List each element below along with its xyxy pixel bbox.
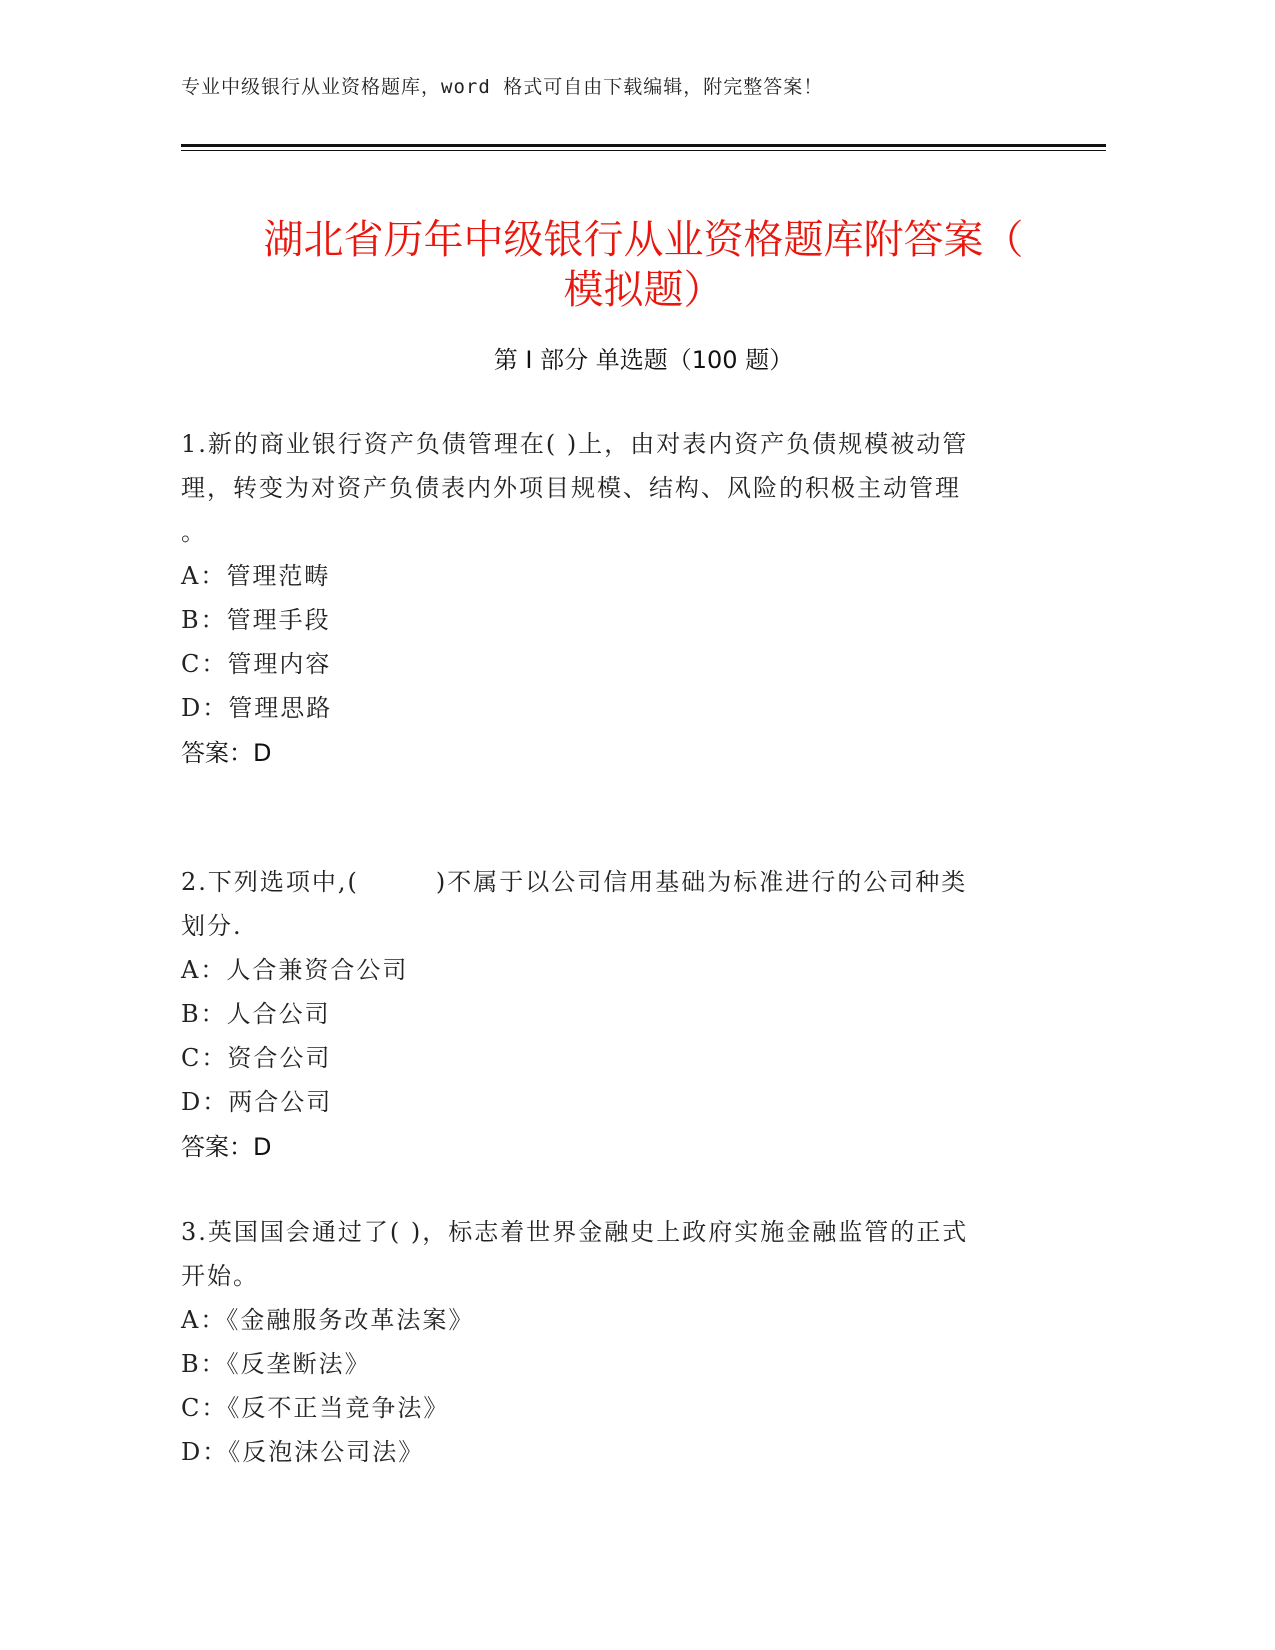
option-b: B：《反垄断法》 — [181, 1350, 371, 1378]
page-header: 专业中级银行从业资格题库，word 格式可自由下载编辑，附完整答案！ — [181, 76, 824, 98]
document-title — [181, 215, 1106, 315]
stem-line: 2.下列选项中,( )不属于以公司信用基础为标准进行的公司种类 — [181, 868, 968, 896]
stem-line: 3.英国国会通过了( )，标志着世界金融史上政府实施金融监管的正式 — [181, 1218, 969, 1246]
option-b: B：人合公司 — [181, 1000, 331, 1028]
option-a: A：《金融服务改革法案》 — [181, 1306, 475, 1334]
option-c: C：管理内容 — [181, 650, 332, 678]
option-d: D：管理思路 — [181, 694, 333, 722]
section-title: 第 I 部分 单选题（100 题） — [493, 346, 794, 374]
answer: 答案：D — [181, 1133, 272, 1161]
question-stem — [181, 816, 1031, 948]
option-b: B：管理手段 — [181, 606, 331, 634]
option-a: A：管理范畴 — [181, 562, 331, 590]
answer: 答案：D — [181, 739, 272, 767]
stem-line: 开始。 — [181, 1262, 259, 1290]
option-d: D：《反泡沫公司法》 — [181, 1438, 425, 1466]
stem-line: 。 — [181, 518, 207, 546]
title-line-1: 湖北省历年中级银行从业资格题库附答案（ — [263, 216, 1024, 263]
title-line-2: 模拟题） — [563, 266, 724, 313]
option-d: D：两合公司 — [181, 1088, 333, 1116]
header-rule-thin — [181, 150, 1106, 151]
question-stem — [181, 1210, 1031, 1298]
option-c: C：资合公司 — [181, 1044, 332, 1072]
question-3 — [181, 1210, 1031, 1474]
option-c: C：《反不正当竞争法》 — [181, 1394, 450, 1422]
stem-line: 理，转变为对资产负债表内外项目规模、结构、风险的积极主动管理 — [181, 474, 961, 502]
question-list — [181, 422, 1031, 1514]
question-stem — [181, 422, 1031, 554]
stem-line: 1.新的商业银行资产负债管理在( )上，由对表内资产负债规模被动管 — [181, 430, 969, 458]
header-rule-thick — [181, 144, 1106, 147]
question-1 — [181, 422, 1031, 776]
question-2 — [181, 816, 1031, 1170]
stem-line: 划分. — [181, 912, 243, 940]
option-a: A：人合兼资合公司 — [181, 956, 409, 984]
